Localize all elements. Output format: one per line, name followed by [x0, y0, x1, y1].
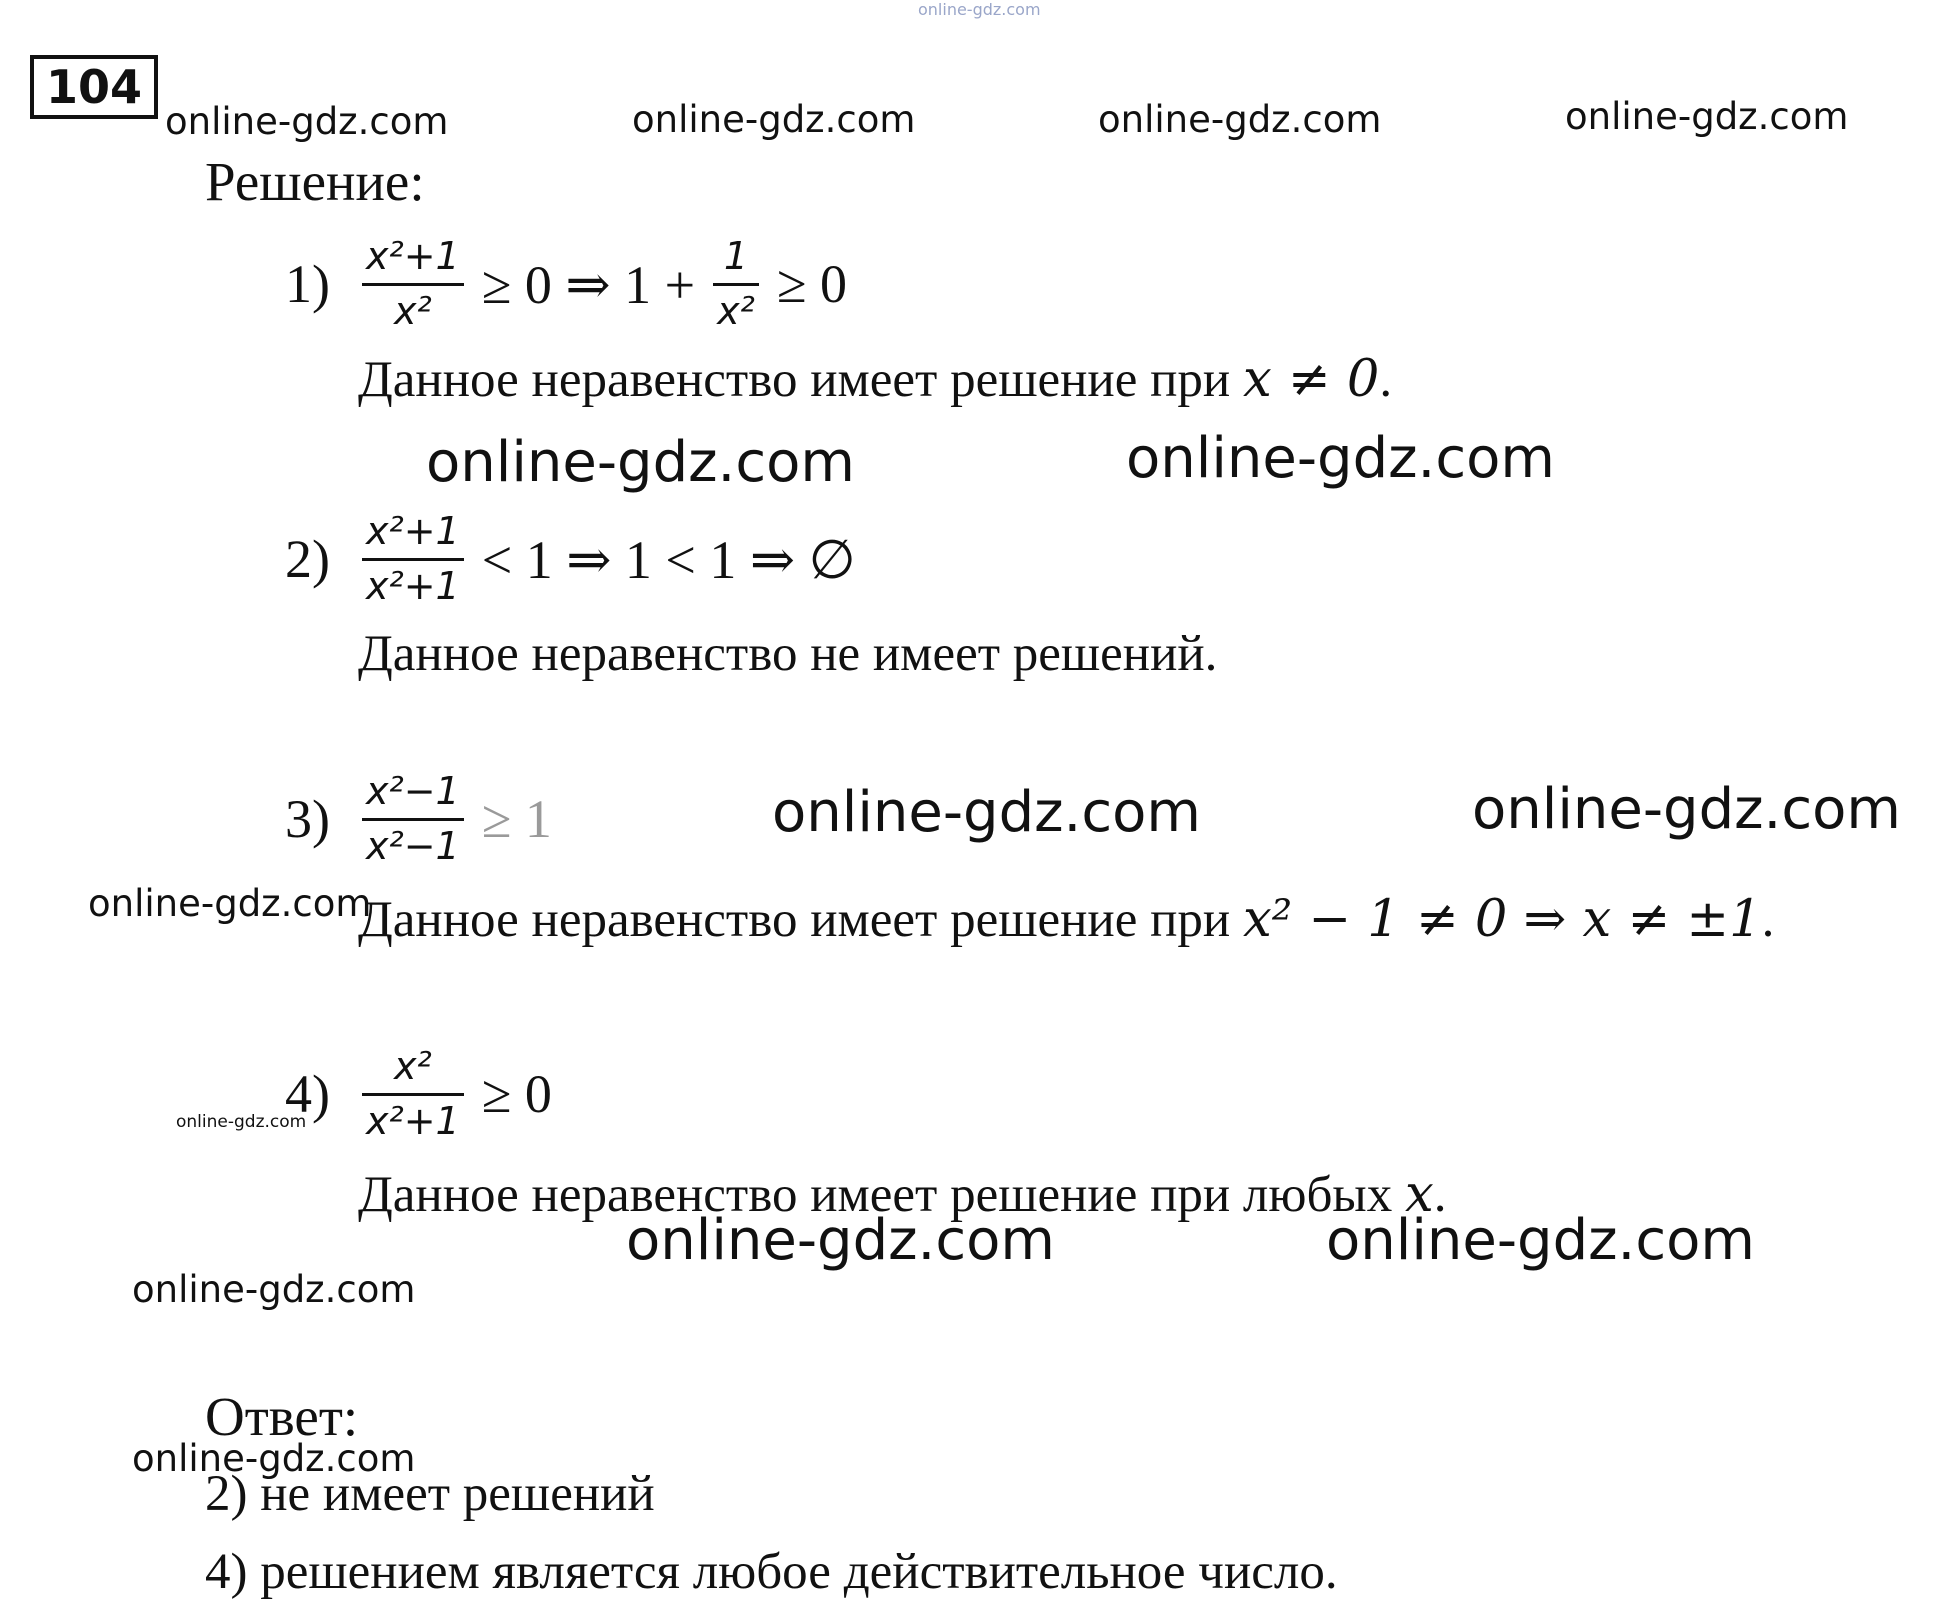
fraction: $\frac{\text{x²+1}}{\text{x²}}$ [362, 235, 464, 333]
fraction: $\frac{\text{x²}}{\text{x²+1}}$ [362, 1045, 464, 1143]
watermark: online-gdz.com [1565, 95, 1849, 138]
watermark: online-gdz.com [1326, 1208, 1755, 1273]
watermark: online-gdz.com [165, 100, 449, 143]
fraction: $\frac{\text{x²−1}}{\text{x²−1}}$ [362, 770, 464, 868]
item-label: 3) [285, 789, 330, 850]
item-label: 1) [285, 254, 330, 315]
solution-heading: Решение: [205, 151, 425, 212]
item-4-formula: 4) $\frac{\text{x²}}{\text{x²+1}}$ ≥ 0 [285, 1044, 552, 1143]
answer-line: 2) не имеет решений [205, 1466, 655, 1522]
item-2-formula: 2) $\frac{\text{x²+1}}{\text{x²+1}}$ < 1 ⇒ 1 < 1 ⇒ ∅ [285, 509, 856, 608]
watermark: online-gdz.com [772, 780, 1201, 845]
fraction: $\frac{\text{x²+1}}{\text{x²+1}}$ [362, 510, 464, 608]
item-2-explanation: Данное неравенство не имеет решений. [358, 626, 1218, 682]
item-3-explanation: Данное неравенство имеет решение при x² − 1 ≠ 0 ⇒ x ≠ ±1. [358, 890, 1775, 949]
watermark: online-gdz.com [632, 98, 916, 141]
watermark: online-gdz.com [132, 1437, 416, 1480]
fraction: $\frac{1}{\text{x²}}$ [713, 235, 759, 333]
item-4-explanation: Данное неравенство имеет решение при любых x. [358, 1165, 1447, 1224]
item-3-formula: 3) $\frac{\text{x²−1}}{\text{x²−1}}$ ≥ 1 [285, 769, 552, 868]
watermark: online-gdz.com [1126, 426, 1555, 491]
watermark: online-gdz.com [1098, 98, 1382, 141]
watermark: online-gdz.com [626, 1208, 1055, 1273]
answer-heading: Ответ: [205, 1386, 359, 1447]
problem-number-badge: 104 [30, 55, 158, 119]
watermark: online-gdz.com [1472, 777, 1901, 842]
watermark: online-gdz.com [426, 430, 855, 495]
item-label: 4) [285, 1064, 330, 1125]
watermark: online-gdz.com [176, 1112, 307, 1132]
item-1-explanation: Данное неравенство имеет решение при x ≠ 0. [358, 350, 1393, 409]
answer-line: 4) решением является любое действительное число. [205, 1544, 1338, 1600]
watermark: online-gdz.com [132, 1268, 416, 1311]
item-1-formula: 1) $\frac{\text{x²+1}}{\text{x²}}$ ≥ 0 ⇒ 1 + $\frac{1}{\text{x²}}$ ≥ 0 [285, 234, 847, 333]
watermark: online-gdz.com [88, 882, 372, 925]
item-label: 2) [285, 529, 330, 590]
watermark-top: online-gdz.com [918, 0, 1041, 19]
